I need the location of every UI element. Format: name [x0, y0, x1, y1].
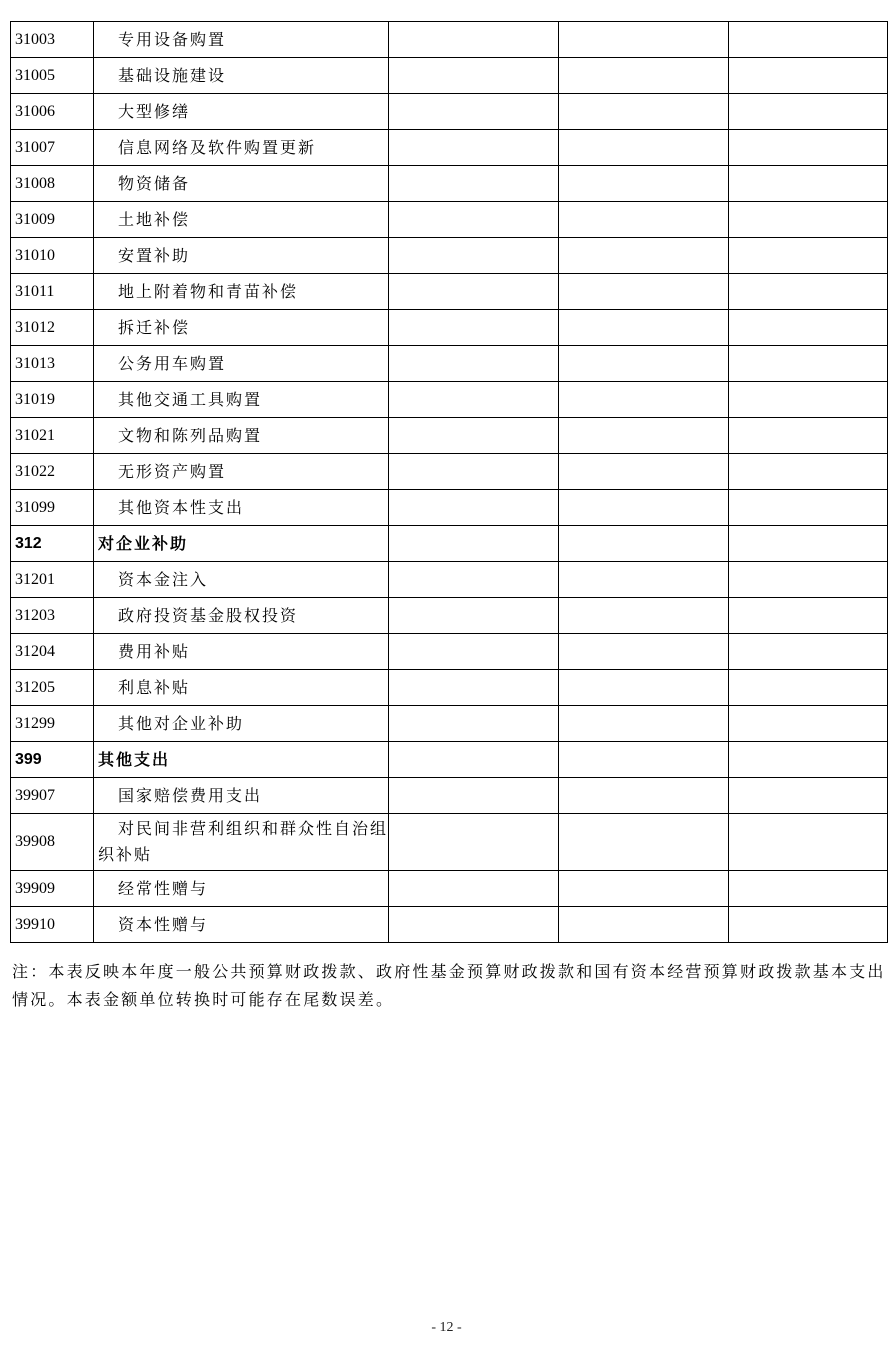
cell-name: [94, 454, 389, 490]
cell-amount-empty: [389, 130, 559, 166]
cell-amount-empty: [729, 490, 888, 526]
cell-amount-empty: [559, 310, 729, 346]
cell-code: 31019: [11, 382, 94, 418]
cell-name: [94, 526, 389, 562]
cell-code: 39908: [11, 814, 94, 871]
table-row: [11, 346, 888, 382]
cell-name-text: 其他对企业补助: [118, 713, 245, 733]
cell-amount-empty: [559, 670, 729, 706]
cell-name-text: 其他交通工具购置: [118, 389, 263, 409]
table-row: [11, 778, 888, 814]
table-row: [11, 58, 888, 94]
table-row: [11, 490, 888, 526]
cell-code: 31007: [11, 130, 94, 166]
cell-name: [94, 202, 389, 238]
cell-name: [94, 634, 389, 670]
cell-name: [94, 382, 389, 418]
table-row: [11, 202, 888, 238]
table-row: [11, 274, 888, 310]
cell-name: [94, 778, 389, 814]
cell-name-text: 国家赔偿费用支出: [118, 785, 263, 805]
cell-code: 31203: [11, 598, 94, 634]
cell-code: 399: [11, 742, 94, 778]
cell-name-text: 其他资本性支出: [118, 497, 245, 517]
cell-amount-empty: [559, 598, 729, 634]
cell-amount-empty: [559, 742, 729, 778]
cell-amount-empty: [729, 706, 888, 742]
cell-code: 31011: [11, 274, 94, 310]
cell-name-text: 资本性赠与: [118, 914, 209, 934]
cell-amount-empty: [389, 346, 559, 382]
table-row: [11, 310, 888, 346]
table-row-category: [11, 742, 888, 778]
cell-amount-empty: [729, 454, 888, 490]
cell-amount-empty: [559, 562, 729, 598]
cell-code: 31003: [11, 22, 94, 58]
cell-name-text: 物资储备: [118, 173, 191, 193]
cell-amount-empty: [559, 130, 729, 166]
cell-code: 31021: [11, 418, 94, 454]
cell-code: 31201: [11, 562, 94, 598]
cell-name-text: 专用设备购置: [118, 29, 227, 49]
cell-name: [94, 238, 389, 274]
cell-amount-empty: [389, 562, 559, 598]
cell-amount-empty: [729, 742, 888, 778]
table-row: [11, 166, 888, 202]
cell-amount-empty: [559, 706, 729, 742]
cell-amount-empty: [559, 526, 729, 562]
cell-amount-empty: [559, 382, 729, 418]
cell-code: 312: [11, 526, 94, 562]
cell-amount-empty: [389, 598, 559, 634]
table-row: [11, 670, 888, 706]
table-row: [11, 454, 888, 490]
cell-name-text: 对企业补助: [98, 533, 189, 553]
cell-code: 39909: [11, 871, 94, 907]
cell-amount-empty: [729, 22, 888, 58]
page-number: - 12 -: [431, 1320, 462, 1335]
cell-name: [94, 418, 389, 454]
cell-code: 31008: [11, 166, 94, 202]
cell-name: [94, 871, 389, 907]
cell-name: [94, 130, 389, 166]
cell-amount-empty: [389, 706, 559, 742]
cell-amount-empty: [729, 130, 888, 166]
cell-name: [94, 22, 389, 58]
cell-amount-empty: [729, 526, 888, 562]
cell-amount-empty: [389, 778, 559, 814]
cell-amount-empty: [729, 310, 888, 346]
cell-amount-empty: [729, 634, 888, 670]
cell-amount-empty: [559, 202, 729, 238]
cell-amount-empty: [729, 202, 888, 238]
cell-amount-empty: [389, 238, 559, 274]
cell-amount-empty: [389, 382, 559, 418]
cell-amount-empty: [729, 346, 888, 382]
cell-amount-empty: [729, 382, 888, 418]
table-row: [11, 871, 888, 907]
cell-amount-empty: [729, 274, 888, 310]
table-row: [11, 238, 888, 274]
cell-amount-empty: [559, 907, 729, 943]
cell-code: 31205: [11, 670, 94, 706]
table-row: [11, 418, 888, 454]
cell-amount-empty: [729, 814, 888, 871]
cell-amount-empty: [559, 418, 729, 454]
cell-amount-empty: [389, 454, 559, 490]
cell-code: 31204: [11, 634, 94, 670]
table-row: [11, 634, 888, 670]
cell-amount-empty: [559, 22, 729, 58]
cell-amount-empty: [389, 526, 559, 562]
table-note: 注：本表反映本年度一般公共预算财政拨款、政府性基金预算财政拨款和国有资本经营预算财政拨款基本支出情况。本表金额单位转换时可能存在尾数误差。: [12, 962, 886, 1009]
cell-code: 31299: [11, 706, 94, 742]
cell-name-text: 大型修缮: [118, 101, 191, 121]
cell-amount-empty: [389, 742, 559, 778]
table-row: [11, 22, 888, 58]
cell-name-text: 文物和陈列品购置: [118, 425, 263, 445]
cell-name: [94, 310, 389, 346]
table-body: [11, 22, 888, 943]
cell-amount-empty: [389, 418, 559, 454]
cell-amount-empty: [729, 562, 888, 598]
cell-amount-empty: [559, 454, 729, 490]
cell-code: 31005: [11, 58, 94, 94]
cell-amount-empty: [389, 814, 559, 871]
table-row: [11, 706, 888, 742]
cell-amount-empty: [559, 634, 729, 670]
cell-name-text: 信息网络及软件购置更新: [118, 137, 317, 157]
cell-amount-empty: [729, 871, 888, 907]
cell-amount-empty: [559, 274, 729, 310]
table-row-category: [11, 526, 888, 562]
cell-amount-empty: [389, 202, 559, 238]
cell-amount-empty: [389, 22, 559, 58]
cell-name-text: 对民间非营利组织和群众性自治组织补贴: [98, 819, 389, 864]
cell-code: 31006: [11, 94, 94, 130]
cell-amount-empty: [559, 814, 729, 871]
cell-name-text: 其他支出: [98, 749, 171, 769]
cell-name: [94, 598, 389, 634]
cell-amount-empty: [389, 670, 559, 706]
cell-name-text: 地上附着物和青苗补偿: [118, 281, 299, 301]
cell-name: [94, 94, 389, 130]
cell-amount-empty: [729, 598, 888, 634]
cell-name: [94, 166, 389, 202]
cell-amount-empty: [389, 58, 559, 94]
cell-name: [94, 490, 389, 526]
cell-amount-empty: [389, 94, 559, 130]
cell-name: [94, 346, 389, 382]
cell-name: [94, 907, 389, 943]
cell-amount-empty: [389, 634, 559, 670]
cell-name: [94, 706, 389, 742]
cell-name-text: 经常性赠与: [118, 878, 209, 898]
table-row: [11, 130, 888, 166]
cell-name-text: 公务用车购置: [118, 353, 227, 373]
cell-amount-empty: [559, 94, 729, 130]
cell-code: 39910: [11, 907, 94, 943]
cell-code: 31012: [11, 310, 94, 346]
table-row: [11, 562, 888, 598]
cell-amount-empty: [389, 310, 559, 346]
cell-name: [94, 562, 389, 598]
cell-name: [94, 274, 389, 310]
cell-name-text: 资本金注入: [118, 569, 209, 589]
cell-code: 31010: [11, 238, 94, 274]
cell-name: [94, 670, 389, 706]
expenditure-table: [10, 21, 888, 943]
cell-name-text: 利息补贴: [118, 677, 191, 697]
cell-amount-empty: [729, 166, 888, 202]
cell-code: 31099: [11, 490, 94, 526]
cell-amount-empty: [559, 238, 729, 274]
cell-code: 31009: [11, 202, 94, 238]
table-row: [11, 907, 888, 943]
cell-name-text: 政府投资基金股权投资: [118, 605, 299, 625]
cell-amount-empty: [389, 166, 559, 202]
cell-code: 31022: [11, 454, 94, 490]
cell-name-text: 费用补贴: [118, 641, 191, 661]
cell-amount-empty: [559, 871, 729, 907]
cell-amount-empty: [729, 670, 888, 706]
cell-amount-empty: [729, 418, 888, 454]
cell-name-text: 安置补助: [118, 245, 191, 265]
cell-amount-empty: [729, 58, 888, 94]
table-row: [11, 814, 888, 871]
cell-name-text: 拆迁补偿: [118, 317, 191, 337]
table-row: [11, 598, 888, 634]
cell-amount-empty: [559, 58, 729, 94]
cell-code: 31013: [11, 346, 94, 382]
cell-name: [94, 742, 389, 778]
cell-amount-empty: [389, 274, 559, 310]
cell-amount-empty: [729, 94, 888, 130]
cell-name: [94, 814, 389, 871]
cell-amount-empty: [559, 778, 729, 814]
cell-amount-empty: [559, 490, 729, 526]
cell-code: 39907: [11, 778, 94, 814]
cell-amount-empty: [559, 346, 729, 382]
cell-name: [94, 58, 389, 94]
cell-name-text: 基础设施建设: [118, 65, 227, 85]
cell-amount-empty: [729, 907, 888, 943]
cell-amount-empty: [389, 490, 559, 526]
cell-amount-empty: [559, 166, 729, 202]
cell-amount-empty: [389, 871, 559, 907]
table-row: [11, 382, 888, 418]
cell-amount-empty: [729, 238, 888, 274]
cell-name-text: 土地补偿: [118, 209, 191, 229]
cell-amount-empty: [389, 907, 559, 943]
cell-amount-empty: [729, 778, 888, 814]
table-row: [11, 94, 888, 130]
cell-name-text: 无形资产购置: [118, 461, 227, 481]
